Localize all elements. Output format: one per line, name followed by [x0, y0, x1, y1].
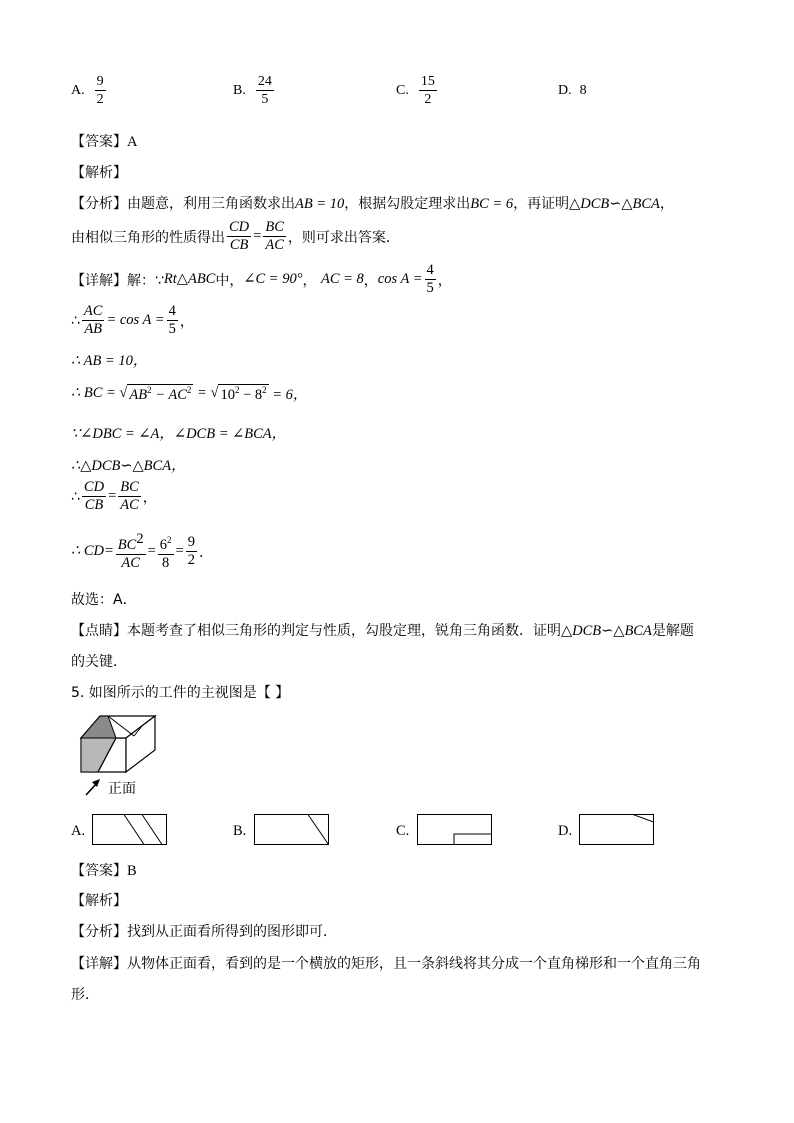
math-expr: AB = 10 [295, 196, 345, 212]
answer-value: B [127, 863, 137, 879]
math-expr: BC = 6 [470, 196, 514, 212]
answer-line [71, 131, 137, 151]
answer-tag: 【答案】 [71, 134, 127, 150]
dianjing-line-1: 【点睛】本题考查了相似三角形的判定与性质，勾股定理，锐角三角函数．证明△DCB∽△BCA是解题 [71, 623, 694, 639]
option-fraction: $\frac{24}{5}$ [257, 74, 272, 107]
fenxi-text: ，再证明 [513, 196, 570, 212]
fenxi-line-2: 由相似三角形的性质得出 $\frac{CD}{CB}$ = $\frac{BC}{AC}$ ，则可求出答案． [71, 219, 400, 253]
q5-fenxi-line: 【分析】找到从正面看所得到的图形即可． [71, 924, 337, 940]
xiangjie-line-7: ∴ $\frac{CD}{CB}$ = $\frac{BC}{AC}$ ， [71, 479, 157, 513]
option-a-view [92, 814, 168, 846]
fenxi-text: 由相似三角形的性质得出 [71, 229, 225, 246]
option-label: A. [71, 82, 85, 98]
math-expr: △DCB∽△BCA [569, 196, 660, 212]
workpiece-figure [78, 712, 163, 777]
fenxi-tag: 【分析】 [71, 924, 127, 940]
xiangjie-line-8: ∴ CD= $\frac{BC^2}{AC}$ = $\frac{6^2}{8}$ = $\frac{9}{2}$ ． [71, 531, 214, 571]
front-label: 正面 [108, 781, 136, 797]
option-label: A. [71, 823, 86, 839]
option-d [558, 83, 587, 99]
option-c [396, 73, 439, 108]
q5-analysis-tag: 【解析】 [71, 893, 127, 909]
arrow-icon [84, 777, 102, 797]
q5-xiangjie-line-1: 【详解】从物体正面看，看到的是一个横放的矩形，且一条斜线将其分成一个直角梯形和一个直角三角 [71, 956, 701, 972]
option-b [233, 73, 276, 108]
option-fraction: $\frac{9}{2}$ [96, 74, 104, 107]
fraction-bc-ac: $\frac{BC}{AC}$ [120, 479, 139, 513]
fraction-bc-ac: $\frac{BC}{AC}$ [265, 219, 284, 253]
fraction-9-2: $\frac{9}{2}$ [187, 534, 195, 568]
option-label: B. [233, 82, 246, 98]
option-c-view [417, 814, 493, 846]
fenxi-text: ， [659, 196, 674, 212]
guxuan-line: 故选：A． [71, 592, 137, 608]
fraction-ac-ab: $\frac{AC}{AB}$ [83, 303, 103, 337]
fraction-cd-cb: $\frac{CD}{CB}$ [83, 479, 105, 513]
sqrt-radicand: $AB^2 - AC^2$ [129, 384, 192, 403]
fenxi-tag: 【分析】 [71, 196, 127, 212]
xiangjie-line-3: ∴ AB = 10， [71, 353, 148, 369]
option-a [71, 73, 108, 108]
option-label: D. [558, 823, 573, 839]
dianjing-line-2: 的关键． [71, 654, 127, 670]
fraction-4-5: $\frac{4}{5}$ [168, 303, 176, 337]
fraction-bc2-ac: $\frac{BC^2}{AC}$ [117, 531, 144, 571]
option-fraction: $\frac{15}{2}$ [420, 74, 435, 107]
xiangjie-tag: 【详解】 [71, 272, 127, 289]
xiangjie-line-6: ∴△DCB∽△BCA， [71, 458, 186, 474]
fenxi-text: ，则可求出答案． [287, 229, 400, 246]
option-label: B. [233, 823, 247, 839]
xiangjie-line-2: ∴ $\frac{AC}{AB}$ = cos A = $\frac{4}{5}$ ， [71, 303, 194, 337]
option-label: D. [558, 83, 572, 98]
option-label: C. [396, 823, 410, 839]
answer-value: A [127, 134, 138, 150]
xiangjie-line-5: ∵∠DBC = ∠A，∠DCB = ∠BCA， [71, 426, 287, 442]
option-b-view [254, 814, 330, 846]
q5-answer-line [71, 860, 137, 880]
fenxi-line-1 [71, 193, 674, 213]
xiangjie-line-4: ∴ BC = √ $AB^2 - AC^2$ = √ $10^2 - 8^2$ = 6， [71, 384, 308, 403]
dianjing-tag: 【点睛】 [71, 623, 127, 639]
fraction-36-8: $\frac{6^2}{8}$ [158, 532, 174, 572]
q5-xiangjie-line-2: 形． [71, 987, 99, 1003]
option-value: 8 [579, 83, 587, 98]
analysis-tag: 【解析】 [71, 165, 127, 181]
fenxi-text: 由题意，利用三角函数求出 [127, 196, 295, 212]
fraction-cd-cb: $\frac{CD}{CB}$ [229, 219, 250, 253]
option-d-view [579, 814, 655, 846]
option-label: C. [396, 82, 409, 98]
question-5-stem: 5. 如图所示的工件的主视图是【 】 [71, 685, 290, 701]
answer-tag: 【答案】 [71, 863, 127, 879]
sqrt-radicand: $10^2 - 8^2$ [220, 384, 267, 403]
xiangjie-line-1: 【详解】 解：∵ Rt△ABC 中， ∠C = 90° ， AC = 8 ， cos A = $\frac{4}{5}$ ， [71, 262, 452, 296]
xiangjie-tag: 【详解】 [71, 956, 127, 972]
fraction-4-5: $\frac{4}{5}$ [426, 262, 434, 296]
fenxi-text: ，根据勾股定理求出 [344, 196, 471, 212]
